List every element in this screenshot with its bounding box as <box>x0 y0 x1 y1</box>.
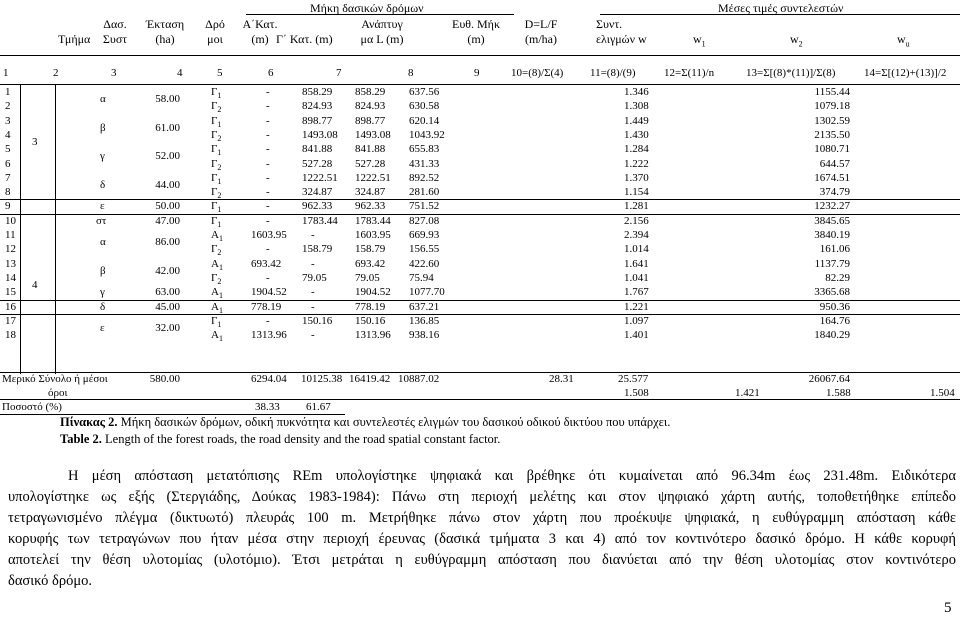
winding-ratio: 1.221 <box>624 300 649 313</box>
column-number: 8 <box>408 67 414 79</box>
row-number: 17 <box>5 314 16 327</box>
row-number: 8 <box>5 186 11 199</box>
weighted-value: 374.79 <box>819 186 850 199</box>
road-category: Γ <box>211 314 218 327</box>
row-number: 15 <box>5 286 16 299</box>
a-category-length: - <box>266 128 270 141</box>
winding-ratio: 1.014 <box>624 243 649 256</box>
road-category: Α <box>211 286 219 299</box>
section-area: 61.00 <box>155 121 180 134</box>
a-category-length: - <box>266 314 270 327</box>
straight-length: 1043.92 <box>409 128 445 141</box>
section-label: ε <box>100 200 105 213</box>
total-length: 150.16 <box>355 314 386 327</box>
a-category-length: 778.19 <box>251 300 282 313</box>
section-area: 32.00 <box>155 321 180 334</box>
straight-length: 892.52 <box>409 171 440 184</box>
road-category: Γ <box>211 128 218 141</box>
caption-greek: Πίνακας 2. Μήκη δασικών δρόμων, οδική πυκνότητα και συντελεστές ελιγμών του δασικού οδικού δικτύου που υπάρχει. <box>60 415 671 429</box>
winding-ratio: 1.041 <box>624 271 649 284</box>
col-density: D=L/F (m/ha) <box>524 17 558 46</box>
row-number: 16 <box>5 300 16 313</box>
road-category-index: 2 <box>217 134 222 144</box>
road-category: Γ <box>211 114 218 127</box>
section-area: 52.00 <box>155 150 180 163</box>
column-divider <box>20 84 21 374</box>
road-category-index: 1 <box>218 262 223 272</box>
straight-length: 751.52 <box>409 200 440 213</box>
road-category-index: 1 <box>217 119 222 129</box>
column-number: 11=(8)/(9) <box>590 67 636 79</box>
road-category-index: 1 <box>217 319 222 329</box>
row-number: 2 <box>5 100 11 113</box>
g-category-length: 324.87 <box>302 186 333 199</box>
winding-ratio: 2.394 <box>624 229 649 241</box>
road-type <box>211 329 223 343</box>
totals-area: 580.00 <box>149 373 180 385</box>
row-number: 4 <box>5 128 11 141</box>
road-type <box>211 243 221 257</box>
a-category-length: - <box>266 200 270 213</box>
weighted-value: 1302.59 <box>814 114 850 127</box>
oroi-w2: 1.588 <box>826 387 851 399</box>
row-number: 9 <box>5 200 11 213</box>
road-type <box>211 286 223 300</box>
winding-ratio: 1.430 <box>624 128 649 141</box>
road-type <box>211 200 221 214</box>
percent-label: Ποσοστό (%) <box>2 401 62 413</box>
section-label: ε <box>100 321 105 334</box>
g-category-length: 1222.51 <box>302 171 338 184</box>
body-paragraph <box>8 466 956 592</box>
oroi-wu: 1.504 <box>930 387 955 399</box>
road-type <box>211 186 221 200</box>
g-category-length: 1783.44 <box>302 214 338 227</box>
road-type <box>211 100 221 114</box>
road-type <box>211 172 221 186</box>
header-underline <box>246 14 514 15</box>
weighted-value: 644.57 <box>819 157 850 170</box>
road-type <box>211 215 221 229</box>
road-category-index: 1 <box>218 305 223 315</box>
totals-l: 16419.42 <box>349 373 391 385</box>
a-category-length: - <box>266 114 270 127</box>
road-category: Α <box>211 329 219 342</box>
road-type <box>211 258 223 272</box>
a-category-length: - <box>266 214 270 227</box>
straight-length: 431.33 <box>409 157 440 170</box>
column-number: 14=Σ[(12)+(13)]/2 <box>864 67 947 79</box>
road-category-index: 2 <box>217 191 222 201</box>
row-number: 14 <box>5 271 16 284</box>
a-category-length: 1603.95 <box>251 229 287 241</box>
road-category-index: 1 <box>217 205 222 215</box>
column-number: 3 <box>111 67 117 79</box>
a-category-length: - <box>266 143 270 156</box>
straight-length: 422.60 <box>409 257 440 270</box>
road-type <box>211 301 223 315</box>
winding-ratio: 1.222 <box>624 157 649 170</box>
road-type <box>211 315 221 329</box>
a-category-length: - <box>266 186 270 199</box>
col-dromoi: Δρό μοι <box>205 17 225 46</box>
page-number: 5 <box>944 600 952 616</box>
total-length: 324.87 <box>355 186 386 199</box>
totals-ratio: 25.577 <box>618 373 649 385</box>
percent-rule <box>0 399 960 400</box>
straight-length: 156.55 <box>409 243 440 256</box>
road-category: Α <box>211 300 219 313</box>
header-rule <box>0 55 960 56</box>
section-label: στ <box>96 214 107 227</box>
col-wu: $w_u$ <box>897 32 910 49</box>
road-category-index: 2 <box>217 162 222 172</box>
paragraph-line: δασικό δρόμο. <box>8 573 92 589</box>
row-number: 11 <box>5 229 16 241</box>
column-number: 12=Σ(11)/n <box>664 67 715 79</box>
row-divider <box>0 314 960 315</box>
section-area: 86.00 <box>155 236 180 249</box>
total-length: 693.42 <box>355 257 386 270</box>
column-number: 2 <box>53 67 59 79</box>
row-number: 6 <box>5 157 11 170</box>
winding-ratio: 1.281 <box>624 200 649 213</box>
totals-density: 28.31 <box>549 373 574 385</box>
road-category-index: 1 <box>217 148 222 158</box>
a-category-length: 1904.52 <box>251 286 287 299</box>
weighted-value: 1137.79 <box>814 257 850 270</box>
road-category: Γ <box>211 143 218 156</box>
straight-length: 75.94 <box>409 271 434 284</box>
g-category-length: 841.88 <box>302 143 333 156</box>
road-type <box>211 143 221 157</box>
row-number: 7 <box>5 171 11 184</box>
weighted-value: 1080.71 <box>814 143 850 156</box>
road-category: Γ <box>211 186 218 199</box>
road-category: Γ <box>211 171 218 184</box>
g-category-length: 898.77 <box>302 114 333 127</box>
col-tmima: Τμήμα <box>58 32 91 46</box>
column-number: 5 <box>217 67 223 79</box>
road-type <box>211 158 221 172</box>
winding-ratio: 1.284 <box>624 143 649 156</box>
g-category-length: 1493.08 <box>302 128 338 141</box>
row-number: 5 <box>5 143 11 156</box>
road-category: Γ <box>211 271 218 284</box>
row-number: 18 <box>5 329 16 342</box>
section-label: α <box>100 93 106 106</box>
section-area: 44.00 <box>155 178 180 191</box>
weighted-value: 950.36 <box>819 300 850 313</box>
road-category: Γ <box>211 86 218 98</box>
total-length: 527.28 <box>355 157 386 170</box>
road-category-index: 1 <box>218 291 223 301</box>
paragraph-line: Η μέση απόσταση μετατόπισης REm υπολογίστηκε ψηφιακά και βρέθηκε ότι κυμαίνεται από 96.34m έως 231.48m. Ειδικότερα <box>68 468 956 484</box>
column-number: 1 <box>3 67 9 79</box>
weighted-value: 1079.18 <box>814 100 850 113</box>
col-synt-eligmon: Συντ. ελιγμών w <box>596 17 647 46</box>
row-divider <box>0 300 960 301</box>
g-category-length: - <box>311 229 315 241</box>
g-category-length: 824.93 <box>302 100 333 113</box>
winding-ratio: 1.401 <box>624 329 649 342</box>
total-length: 1222.51 <box>355 171 391 184</box>
paragraph-line: κορυφής των τετραγώνων που ήταν μέσα στην περιοχή έρευνας (δασικά τμήματα 3 και 4) από τον κοντινότερο δασικό δρόμο. Η κάθε κορυφή <box>8 531 956 547</box>
straight-length: 637.21 <box>409 300 440 313</box>
winding-ratio: 1.346 <box>624 86 649 98</box>
winding-ratio: 1.641 <box>624 257 649 270</box>
total-length: 1493.08 <box>355 128 391 141</box>
section-area: 63.00 <box>155 286 180 299</box>
road-category-index: 2 <box>217 248 222 258</box>
g-category-length: 858.29 <box>302 86 333 98</box>
oroi-w1: 1.421 <box>735 387 760 399</box>
a-category-length: - <box>266 157 270 170</box>
col-w2: $w_2$ <box>790 32 803 49</box>
g-category-length: - <box>311 257 315 270</box>
weighted-value: 3365.68 <box>814 286 850 299</box>
totals-e: 10887.02 <box>398 373 440 385</box>
totals-label: Μερικό Σύνολο ή μέσοι <box>2 373 108 385</box>
weighted-value: 1155.44 <box>814 86 850 98</box>
totals-a: 6294.04 <box>251 373 287 385</box>
winding-ratio: 1.370 <box>624 171 649 184</box>
col-ektasi: Έκταση (ha) <box>145 17 185 46</box>
percent-g: 61.67 <box>306 401 331 413</box>
oroi-ratio: 1.508 <box>624 387 649 399</box>
column-number: 4 <box>177 67 183 79</box>
col-w1: $w_1$ <box>693 32 706 49</box>
total-length: 898.77 <box>355 114 386 127</box>
weighted-value: 82.29 <box>825 271 850 284</box>
weighted-value: 161.06 <box>819 243 850 256</box>
total-length: 858.29 <box>355 86 386 98</box>
road-category-index: 1 <box>218 334 223 344</box>
a-category-length: - <box>266 171 270 184</box>
weighted-value: 164.76 <box>819 314 850 327</box>
numbering-rule <box>0 84 960 85</box>
road-category-index: 1 <box>217 176 222 186</box>
road-category-index: 1 <box>218 234 223 244</box>
row-divider <box>0 214 960 215</box>
g-category-length: 79.05 <box>302 271 327 284</box>
total-length: 158.79 <box>355 243 386 256</box>
road-type <box>211 115 221 129</box>
section-area: 50.00 <box>155 200 180 213</box>
road-type <box>211 86 221 100</box>
column-divider <box>55 84 56 374</box>
straight-length: 637.56 <box>409 86 440 98</box>
a-category-length: - <box>266 100 270 113</box>
total-length: 824.93 <box>355 100 386 113</box>
total-length: 1904.52 <box>355 286 391 299</box>
section-label: γ <box>100 286 105 299</box>
caption-english: Table 2. Length of the forest roads, the road density and the road spatial constant factor. <box>60 432 501 446</box>
winding-ratio: 1.308 <box>624 100 649 113</box>
total-length: 1783.44 <box>355 214 391 227</box>
straight-length: 281.60 <box>409 186 440 199</box>
a-category-length: - <box>266 86 270 98</box>
total-length: 79.05 <box>355 271 380 284</box>
straight-length: 827.08 <box>409 214 440 227</box>
road-category: Γ <box>211 157 218 170</box>
column-number: 9 <box>474 67 480 79</box>
section-label: δ <box>100 178 106 191</box>
total-length: 1313.96 <box>355 329 391 342</box>
winding-ratio: 1.767 <box>624 286 649 299</box>
g-category-length: 527.28 <box>302 157 333 170</box>
totals-weighted: 26067.64 <box>808 373 850 385</box>
straight-length: 669.93 <box>409 229 440 241</box>
g-category-length: 150.16 <box>302 314 333 327</box>
section-label: β <box>100 264 106 277</box>
straight-length: 655.83 <box>409 143 440 156</box>
weighted-value: 1840.29 <box>814 329 850 342</box>
column-number: 10=(8)/Σ(4) <box>511 67 564 79</box>
section-area: 47.00 <box>155 214 180 227</box>
road-type <box>211 272 221 286</box>
weighted-value: 1232.27 <box>814 200 850 213</box>
paragraph-line: τετραγωνισμένο πλέγμα (δικτυωτό) πλευράς 100 m. Μετρήθηκε πάνω στον χάρτη που προέκυψε ψηφιακά, η ευθύγραμμη απόσταση κάθε <box>8 510 956 526</box>
a-category-length: 1313.96 <box>251 329 287 342</box>
a-category-length: 693.42 <box>251 257 282 270</box>
straight-length: 136.85 <box>409 314 440 327</box>
road-category-index: 1 <box>217 91 222 101</box>
row-number: 10 <box>5 214 16 227</box>
section-label: γ <box>100 150 105 163</box>
road-category: Α <box>211 229 219 241</box>
road-category: Γ <box>211 243 218 256</box>
group-label: 3 <box>32 136 38 149</box>
col-euth-mikos: Ευθ. Μήκ (m) <box>451 17 500 46</box>
paragraph-line: υπολογίστηκε ως εξής (Στεργιάδης, Δούκας 1983-1984): Πάνω στη περιοχή μελέτης και στον ψηφιακό χάρτη αυτής, τοποθετήθηκε επίπεδο <box>8 489 956 505</box>
column-number: 13=Σ[(8)*(11)]/Σ(8) <box>746 67 836 79</box>
col-a-kat: Α΄Κατ. (m) <box>242 17 278 46</box>
header-underline <box>600 14 960 15</box>
percent-a: 38.33 <box>255 401 280 413</box>
row-number: 13 <box>5 257 16 270</box>
total-length: 1603.95 <box>355 229 391 241</box>
road-category-index: 2 <box>217 277 222 287</box>
col-das-syst: Δασ. Συστ <box>102 17 128 46</box>
section-area: 58.00 <box>155 93 180 106</box>
weighted-value: 1674.51 <box>814 171 850 184</box>
weighted-value: 3845.65 <box>814 214 850 227</box>
col-g-kat: Γ΄ Κατ. (m) <box>276 32 333 46</box>
road-category: Γ <box>211 100 218 113</box>
g-category-length: 962.33 <box>302 200 333 213</box>
straight-length: 630.58 <box>409 100 440 113</box>
g-category-length: 158.79 <box>302 243 333 256</box>
paragraph-line: αποτελεί την θέση υλοτομίας (υλοτόμιο). Έτσι μετράται η ευθύγραμμη απόσταση που διανύεται από την θέση υλοτομίας στον κοντινότερο <box>8 552 956 568</box>
a-category-length: - <box>266 243 270 256</box>
road-category-index: 2 <box>217 105 222 115</box>
straight-length: 938.16 <box>409 329 440 342</box>
g-category-length: - <box>311 300 315 313</box>
weighted-value: 2135.50 <box>814 128 850 141</box>
road-category: Γ <box>211 200 218 213</box>
total-length: 962.33 <box>355 200 386 213</box>
straight-length: 620.14 <box>409 114 440 127</box>
totals-g: 10125.38 <box>301 373 343 385</box>
winding-ratio: 1.154 <box>624 186 649 199</box>
a-category-length: - <box>266 271 270 284</box>
section-label: α <box>100 236 106 249</box>
group-label: 4 <box>32 279 38 292</box>
winding-ratio: 2.156 <box>624 214 649 227</box>
section-area: 42.00 <box>155 264 180 277</box>
column-number: 7 <box>336 67 342 79</box>
section-label: δ <box>100 300 106 313</box>
section-area: 45.00 <box>155 300 180 313</box>
road-category-index: 1 <box>217 219 222 229</box>
winding-ratio: 1.449 <box>624 114 649 127</box>
winding-ratio: 1.097 <box>624 314 649 327</box>
total-length: 778.19 <box>355 300 386 313</box>
g-category-length: - <box>311 286 315 299</box>
road-type <box>211 229 223 243</box>
group-header-forest-roads: Μήκη δασικών δρόμων <box>310 1 424 15</box>
road-category: Α <box>211 257 219 270</box>
row-divider <box>0 199 960 200</box>
column-number: 6 <box>268 67 274 79</box>
row-number: 12 <box>5 243 16 256</box>
row-number: 3 <box>5 114 11 127</box>
section-label: β <box>100 121 106 134</box>
road-category: Γ <box>211 214 218 227</box>
row-number: 1 <box>5 86 11 98</box>
oroi-label: όροι <box>48 387 68 399</box>
g-category-length: - <box>311 329 315 342</box>
weighted-value: 3840.19 <box>814 229 850 241</box>
group-header-mean-coefficients: Μέσες τιμές συντελεστών <box>718 1 844 15</box>
straight-length: 1077.70 <box>409 286 445 299</box>
total-length: 841.88 <box>355 143 386 156</box>
col-anaptygma: Ανάπτυγ μα L (m) <box>360 17 404 46</box>
road-type <box>211 129 221 143</box>
